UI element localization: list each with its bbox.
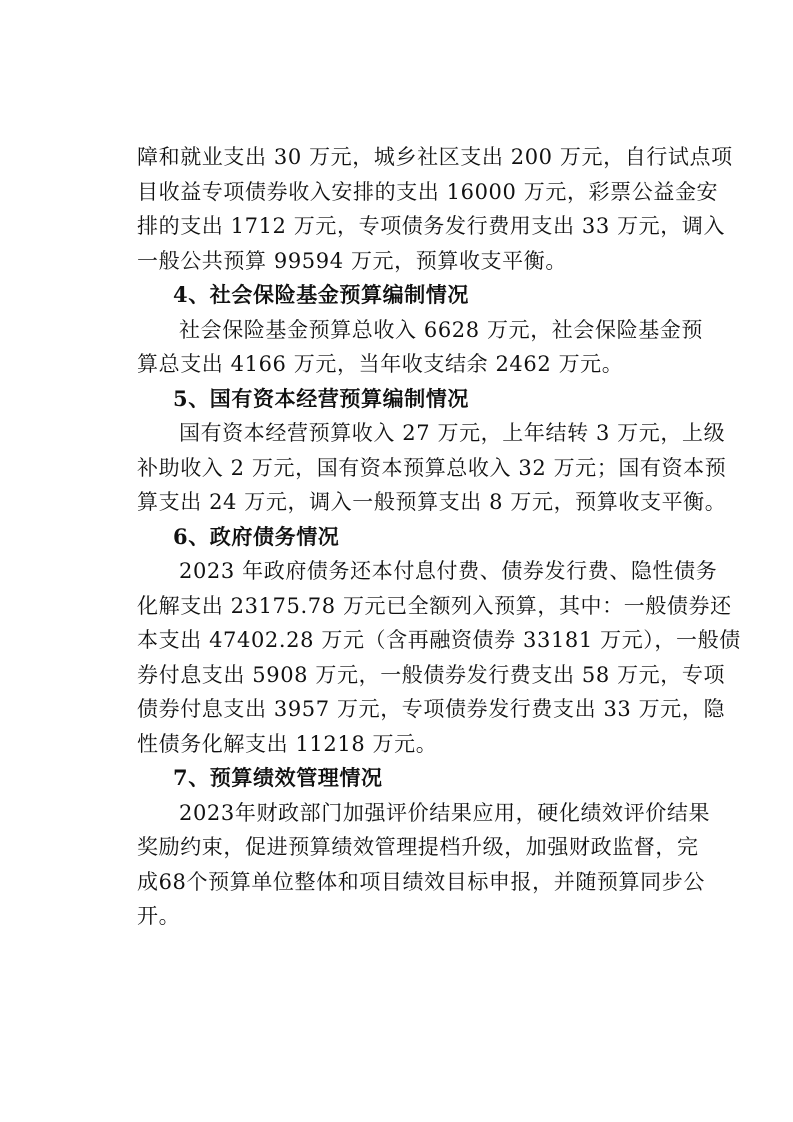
text-line: 成68个预算单位整体和项目绩效目标申报，并随预算同步公 — [137, 869, 705, 894]
text-line: 国有资本经营预算收入 27 万元，上年结转 3 万元，上级 — [179, 421, 726, 445]
text-line: 2023年财政部门加强评价结果应用，硬化绩效评价结果 — [179, 800, 711, 825]
paragraph-state-capital — [137, 416, 727, 520]
text-line: 社会保险基金预算总收入 6628 万元，社会保险基金预 — [179, 317, 703, 342]
text-line: 排的支出 1712 万元，专项债务发行费用支出 33 万元，调入 — [137, 214, 726, 238]
paragraph-performance-management — [137, 796, 711, 934]
text-line: 补助收入 2 万元，国有资本预算总收入 32 万元；国有资本预 — [137, 455, 727, 480]
text-line: 性债务化解支出 11218 万元。 — [137, 731, 438, 756]
text-line: 本支出 47402.28 万元（含再融资债券 33181 万元），一般债 — [137, 628, 741, 652]
text-line: 开。 — [137, 904, 181, 928]
text-line: 目收益专项债券收入安排的支出 16000 万元，彩票公益金安 — [137, 179, 719, 204]
text-line: 一般公共预算 99594 万元，预算收支平衡。 — [137, 248, 567, 273]
text-line: 障和就业支出 30 万元，城乡社区支出 200 万元，自行试点项 — [137, 145, 733, 169]
section-heading-government-debt: 6、政府债务情况 — [173, 523, 340, 549]
text-line: 化解支出 23175.78 万元已全额列入预算，其中：一般债券还 — [137, 593, 732, 618]
text-line: 算支出 24 万元，调入一般预算支出 8 万元，预算收支平衡。 — [137, 490, 727, 514]
paragraph-government-debt — [137, 554, 741, 761]
document-body — [137, 140, 741, 934]
text-line: 奖励约束，促进预算绩效管理提档升级，加强财政监督，完 — [137, 835, 699, 859]
paragraph-social-insurance — [137, 313, 703, 382]
text-line: 算总支出 4166 万元，当年收支结余 2462 万元。 — [137, 352, 624, 376]
section-heading-state-capital: 5、国有资本经营预算编制情况 — [173, 385, 470, 411]
text-line: 债券付息支出 3957 万元，专项债券发行费支出 33 万元，隐 — [137, 697, 726, 721]
paragraph-general-budget-end — [137, 140, 733, 278]
section-heading-performance-management: 7、预算绩效管理情况 — [173, 765, 383, 790]
section-heading-social-insurance: 4、社会保险基金预算编制情况 — [173, 282, 470, 307]
text-line: 券付息支出 5908 万元，一般债券发行费支出 58 万元，专项 — [137, 662, 726, 687]
text-line: 2023 年政府债务还本付息付费、债券发行费、隐性债务 — [179, 559, 718, 583]
